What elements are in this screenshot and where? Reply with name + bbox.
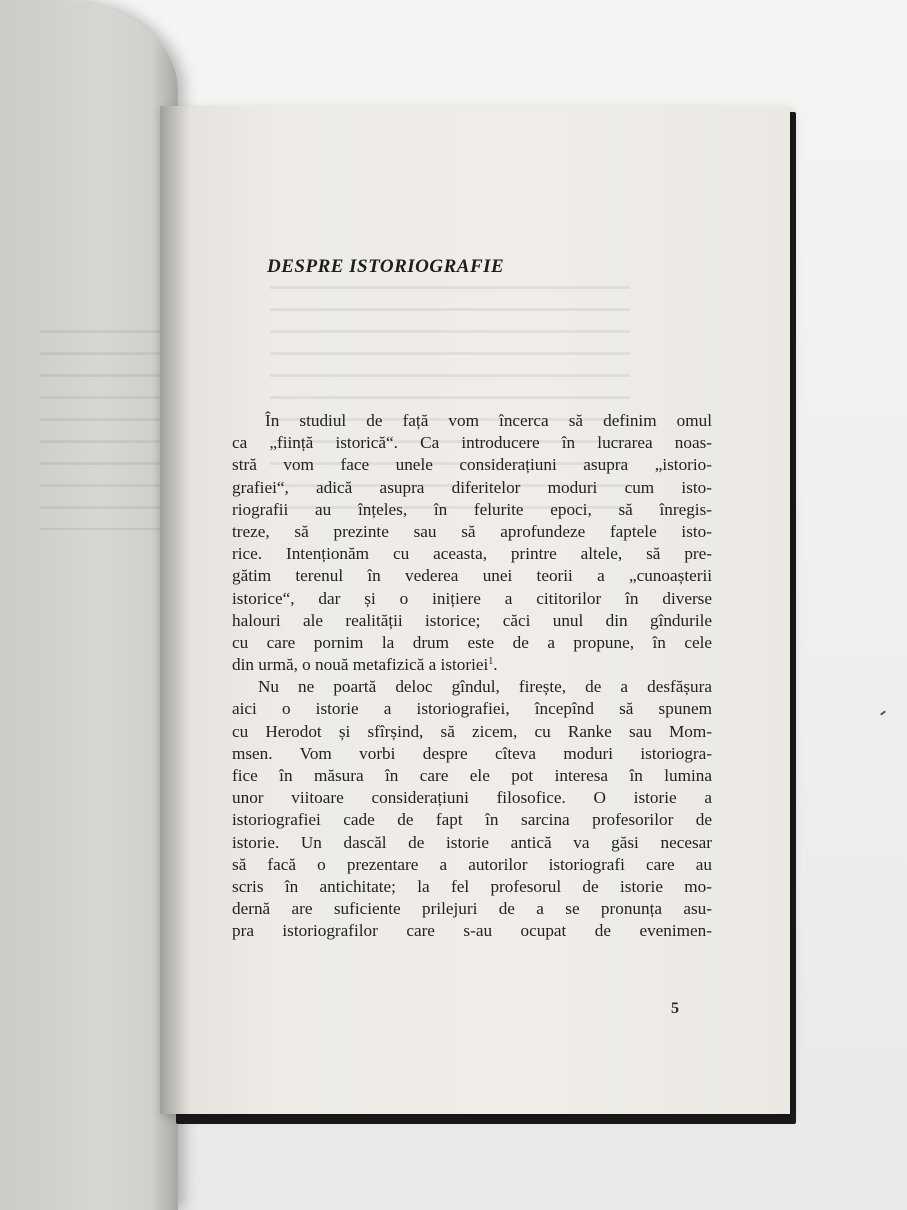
text-line: cu care pornim la drum este de a propune, în cele — [232, 632, 712, 652]
text-line: unor viitoare considerațiuni filosofice. O istorie a — [232, 788, 712, 808]
page-gutter-shadow — [160, 106, 190, 1114]
text-line: cu Herodot și sfîrșind, să zicem, cu Ranke sau Mom- — [232, 721, 712, 741]
text-line: Nu ne poartă deloc gîndul, firește, de a desfășura — [258, 677, 712, 697]
text-line: În studiul de față vom încerca să definim omul — [265, 411, 712, 430]
text-line: gătim terenul în vederea unei teorii a „cunoașterii — [232, 566, 712, 586]
text-line: să facă o prezentare a autorilor istoriografi care au — [232, 854, 712, 874]
text-line: aici o istorie a istoriografiei, începînd să spunem — [232, 699, 712, 719]
text-line: ca „ființă istorică“. Ca introducere în lucrarea noas- — [232, 433, 712, 453]
text-line: istorie. Un dascăl de istorie antică va găsi necesar — [232, 832, 712, 852]
text-line: dernă are suficiente prilejuri de a se pronunța asu- — [232, 899, 712, 919]
text-line: msen. Vom vorbi despre cîteva moduri istoriogra- — [232, 743, 712, 763]
text-line: istoriografiei cade de fapt în sarcina profesorilor de — [232, 810, 712, 830]
book-page — [160, 106, 790, 1114]
text-line: halouri ale realității istorice; căci unul din gîndurile — [232, 610, 712, 630]
body-text — [232, 410, 712, 943]
footnote-marker[interactable]: 1 — [488, 656, 494, 668]
text-line: din urmă, o nouă metafizică a istoriei — [232, 655, 489, 675]
text-line: scris în antichitate; la fel profesorul de istorie mo- — [232, 876, 712, 896]
text-line: rice. Intenționăm cu aceasta, printre altele, să pre- — [232, 544, 712, 564]
text-line: pra istoriografilor care s-au ocupat de evenimen- — [232, 921, 712, 941]
text-line: treze, să prezinte sau să aprofundeze faptele isto- — [232, 521, 712, 541]
left-page — [0, 0, 178, 1210]
text-line: stră vom face unele considerațiuni asupra „istorio- — [232, 455, 712, 475]
chapter-heading: DESPRE ISTORIOGRAFIE — [267, 256, 505, 277]
text-line: istorice“, dar și o inițiere a cititorilor în diverse — [232, 588, 712, 608]
text-line: riografii au înțeles, în felurite epoci, să înregis- — [232, 499, 712, 519]
text-line: fice în măsura în care ele pot interesa în lumina — [232, 766, 712, 785]
text-line: grafiei“, adică asupra diferitelor moduri cum isto- — [232, 477, 712, 497]
left-page-bleed-through — [40, 330, 160, 530]
text-line-last: din urmă, o nouă metafizică a istoriei$^1$. — [232, 655, 498, 675]
page-number: 5 — [671, 1000, 679, 1017]
